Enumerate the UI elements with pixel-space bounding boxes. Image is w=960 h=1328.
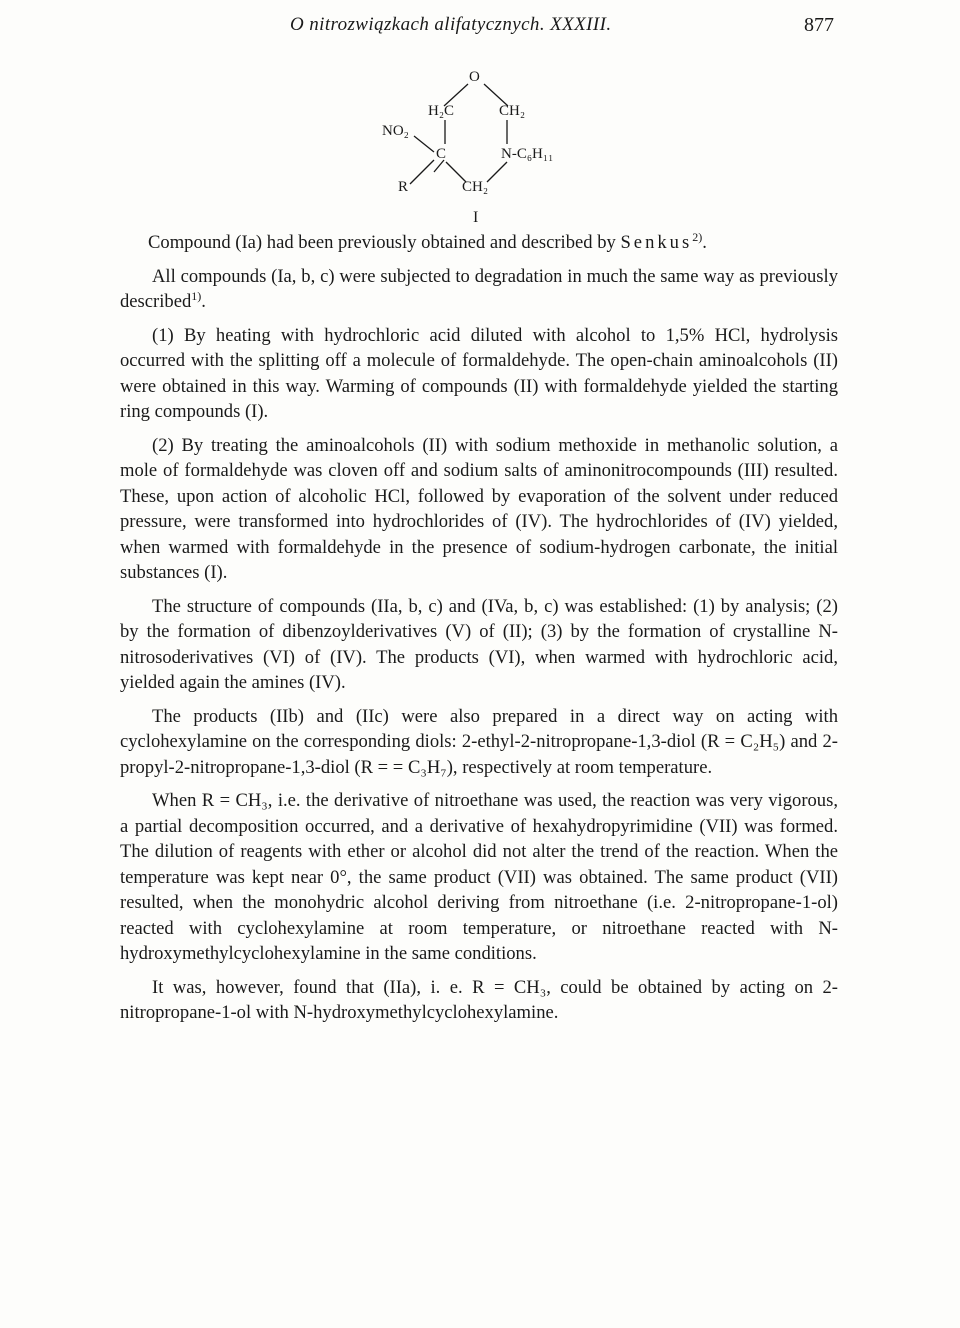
page-header (120, 14, 838, 44)
atom-o: O (469, 69, 480, 85)
paragraph-5: The structure of compounds (IIa, b, c) and (IVa, b, c) was established: (1) by analysis; (2) by the formation of dibenzoylderivatives (V) of (II); (3) by the formation of crystalline N-nitrosoderivatives (VI) of (IV). The products (VI), when warmed with hydrochloric acid, yielded again the amines (IV). (120, 595, 838, 693)
reference-mark: 2) (692, 229, 703, 244)
atom-n-cyclohexyl: N-C₆H₁₁ (501, 146, 554, 162)
atom-ch2-bottom: CH₂ (462, 179, 489, 195)
page-number: 877 (804, 14, 834, 36)
atom-no2: NO₂ (382, 123, 409, 139)
structure-bonds (370, 62, 600, 232)
running-title: O nitrozwiązkach alifatycznych. XXXIII. (290, 14, 612, 35)
chemical-structure-I (370, 62, 600, 232)
paragraph-3: (1) By heating with hydrochloric acid diluted with alcohol to 1,5% HCl, hydrolysis occurred with the splitting off a molecule of formaldehyde. The open-chain aminoalcohols (II) were obtained in this way. Warming of compounds (II) with formaldehyde yielded the starting ring compounds (I). (120, 324, 838, 422)
paragraph-1: Compound (Ia) had been previously obtained and described by Senkus$^{2)}$. (148, 229, 707, 253)
paragraph-7: When R = CH₃, i.e. the derivative of nitroethane was used, the reaction was very vigorous, a partial decomposition occurred, and a derivative of hexahydropyrimidine (VII) was formed. The dilution of reagents with ether or alcohol did not alter the trend of the reaction. When the temperature was kept near 0°, the same product (VII) was obtained. The same product (VII) resulted, when the monohydric alcohol deriving from nitroethane (i.e. 2-nitropropane-1-ol) reacted with cyclohexylamine at room temperature, or nitroethane reacted with N-hydroxymethylcyclohexylamine in the same conditions. (120, 790, 838, 964)
body-text (120, 230, 838, 1034)
structure-label: I (473, 209, 479, 226)
reference-mark: 1) (191, 288, 202, 303)
author-name: Senkus (620, 232, 693, 253)
paragraph-2: All compounds (Ia, b, c) were subjected to degradation in much the same way as previously described$^{1)}$. (120, 265, 838, 312)
atom-h2c: H₂C (428, 103, 455, 119)
atom-r: R (398, 179, 409, 195)
atom-c: C (436, 146, 447, 162)
atom-ch2-top: CH₂ (499, 103, 526, 119)
paragraph-4: (2) By treating the aminoalcohols (II) with sodium methoxide in methanolic solution, a mole of formaldehyde was cloven off and sodium salts of aminonitrocompounds (III) resulted. These, upon action of alcoholic HCl, followed by evaporation of the solvent under reduced pressure, were transformed into hydrochlorides of (IV). The hydrochlorides of (IV) yielded, when warmed with formaldehyde in the presence of sodium-hydrogen carbonate, the initial substances (I). (120, 434, 838, 583)
paragraph-6: The products (IIb) and (IIc) were also prepared in a direct way on acting with cyclohexylamine on the corresponding diols: 2-ethyl-2-nitropropane-1,3-diol (R = C₂H₅) and 2-propyl-2-nitropropane-1,3-diol (R = = C₃H₇), respectively at room temperature. (120, 705, 838, 778)
paragraph-8: It was, however, found that (IIa), i. e. R = CH₃, could be obtained by acting on 2-nitropropane-1-ol with N-hydroxymethylcyclohexylamine. (120, 976, 838, 1023)
